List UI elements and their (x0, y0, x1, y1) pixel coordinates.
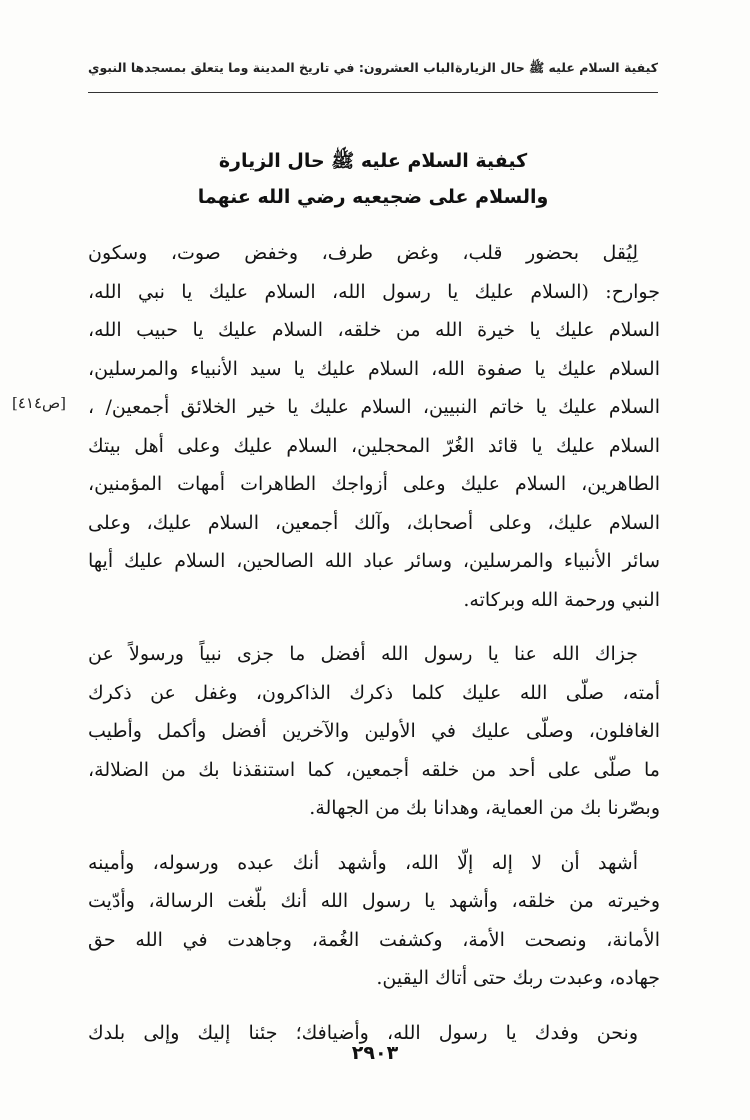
running-head (88, 60, 658, 82)
text-line: وبصّرنا بك من العماية، وهدانا بك من الجهالة. (309, 797, 660, 819)
page-number: ٢٩٠٣ (351, 1042, 399, 1064)
section-heading-line-1: كيفية السلام عليه ﷺ حال الزيارة (218, 150, 528, 172)
text-line: السلام عليك يا خاتم النبيين، السلام عليك يا خير الخلائق أجمعين/ ، (88, 396, 660, 418)
text-line: السلام عليك يا قائد الغُرّ المحجلين، السلام عليك وعلى أهل بيتك (88, 434, 660, 457)
text-line: أشهد أن لا إله إلّا الله، وأشهد أنك عبده ورسوله، وأمينه (88, 851, 638, 874)
text-line: الغافلون، وصلّى عليك في الأولين والآخرين أفضل وأكمل وأطيب (88, 720, 660, 742)
text-line: وخيرته من خلقه، وأشهد يا رسول الله أنك بلّغت الرسالة، وأدّيت (88, 890, 660, 912)
body-text (88, 234, 660, 1052)
text-line: السلام عليك، وعلى أصحابك، وآلك أجمعين، السلام عليك، وعلى (88, 511, 660, 534)
text-line: السلام عليك يا صفوة الله، السلام عليك يا سيد الأنبياء والمرسلين، (88, 357, 660, 380)
paragraph-2 (88, 635, 660, 828)
margin-page-reference: [ص٤١٤] (12, 394, 67, 412)
header-rule (88, 92, 658, 93)
text-line: السلام عليك يا خيرة الله من خلقه، السلام عليك يا حبيب الله، (88, 319, 660, 341)
text-line: أمته، صلّى الله عليك كلما ذكرك الذاكرون، وغفل عن ذكرك (88, 681, 660, 704)
section-heading (88, 143, 658, 215)
text-line: ما صلّى على أحد من خلقه أجمعين، كما استنقذنا بك من الضلالة، (88, 758, 660, 781)
text-line: جزاك الله عنا يا رسول الله أفضل ما جزى نبياً ورسولاً عن (88, 643, 638, 665)
paragraph-3 (88, 844, 660, 998)
text-line: النبي ورحمة الله وبركاته. (463, 588, 660, 611)
text-line: الطاهرين، السلام عليك وعلى أزواجك الطاهرات أمهات المؤمنين، (88, 473, 660, 495)
text-line: لِيُقل بحضور قلب، وغض طرف، وخفض صوت، وسكون (88, 242, 638, 264)
text-line: سائر الأنبياء والمرسلين، وسائر عباد الله الصالحين، السلام عليك أيها (88, 550, 660, 572)
text-line: ونحن وفدك يا رسول الله، وأضيافك؛ جئنا إليك وإلى بلدك (88, 1021, 638, 1044)
text-line: الأمانة، ونصحت الأمة، وكشفت الغُمة، وجاهدت في الله حق (88, 928, 660, 951)
section-heading-line-2: والسلام على ضجيعيه رضي الله عنهما (197, 186, 549, 208)
text-line: جهاده، وعبدت ربك حتى أتاك اليقين. (376, 967, 660, 989)
running-head-section-title: كيفية السلام عليه ﷺ حال الزيارة (455, 60, 658, 75)
running-head-chapter-title: الباب العشرون: في تاريخ المدينة وما يتعلق بمسجدها النبوي (88, 60, 455, 75)
paragraph-1 (88, 234, 660, 619)
text-line: جوارح: (السلام عليك يا رسول الله، السلام عليك يا نبي الله، (88, 280, 660, 303)
